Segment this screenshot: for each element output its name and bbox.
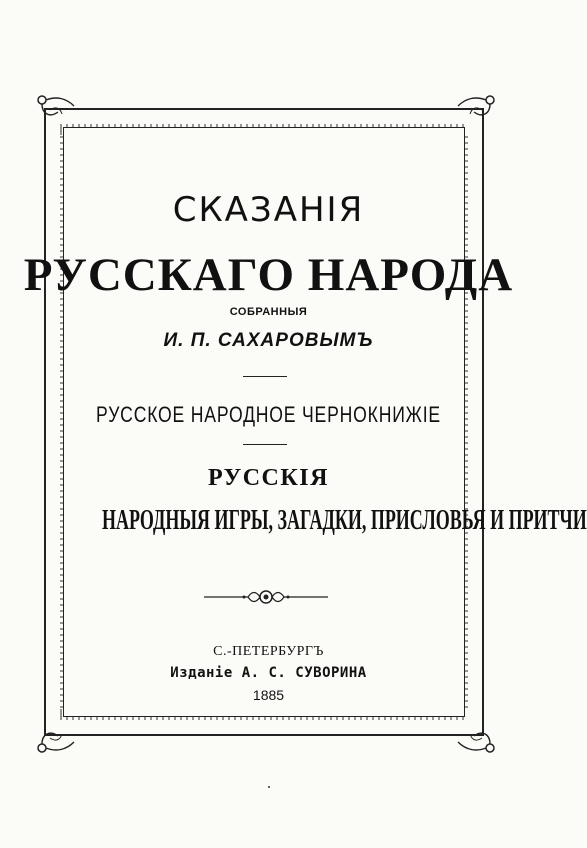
collected-by-label: СОБРАННЫЯ [229,306,308,318]
section-1-title: РУССКОЕ НАРОДНОЕ ЧЕРНОКНИЖІЕ [96,402,441,427]
title-line-1: СКАЗАНІЯ [172,190,365,230]
corner-ornament-bottom-left [36,726,76,756]
imprint-year: 1885 [252,687,285,703]
short-rule-2 [243,444,287,445]
short-rule-1 [243,376,287,377]
section-2-title-line-2: НАРОДНЫЯ ИГРЫ, ЗАГАДКИ, ПРИСЛОВЬЯ И ПРИТЧИ [102,504,587,536]
corner-ornament-top-right [456,92,496,122]
section-2-title-line-1: РУССКІЯ [208,465,329,491]
author-name: И. П. САХАРОВЫМЪ [163,330,374,351]
corner-ornament-top-left [36,92,76,122]
corner-ornament-bottom-right [456,726,496,756]
print-speck [268,786,270,788]
title-line-2: РУССКАГО НАРОДА [23,249,514,301]
imprint-publisher: Изданіе А. С. СУВОРИНА [170,665,367,681]
imprint-city: С.-ПЕТЕРБУРГЪ [213,644,324,659]
divider-ornament-icon [204,588,328,606]
